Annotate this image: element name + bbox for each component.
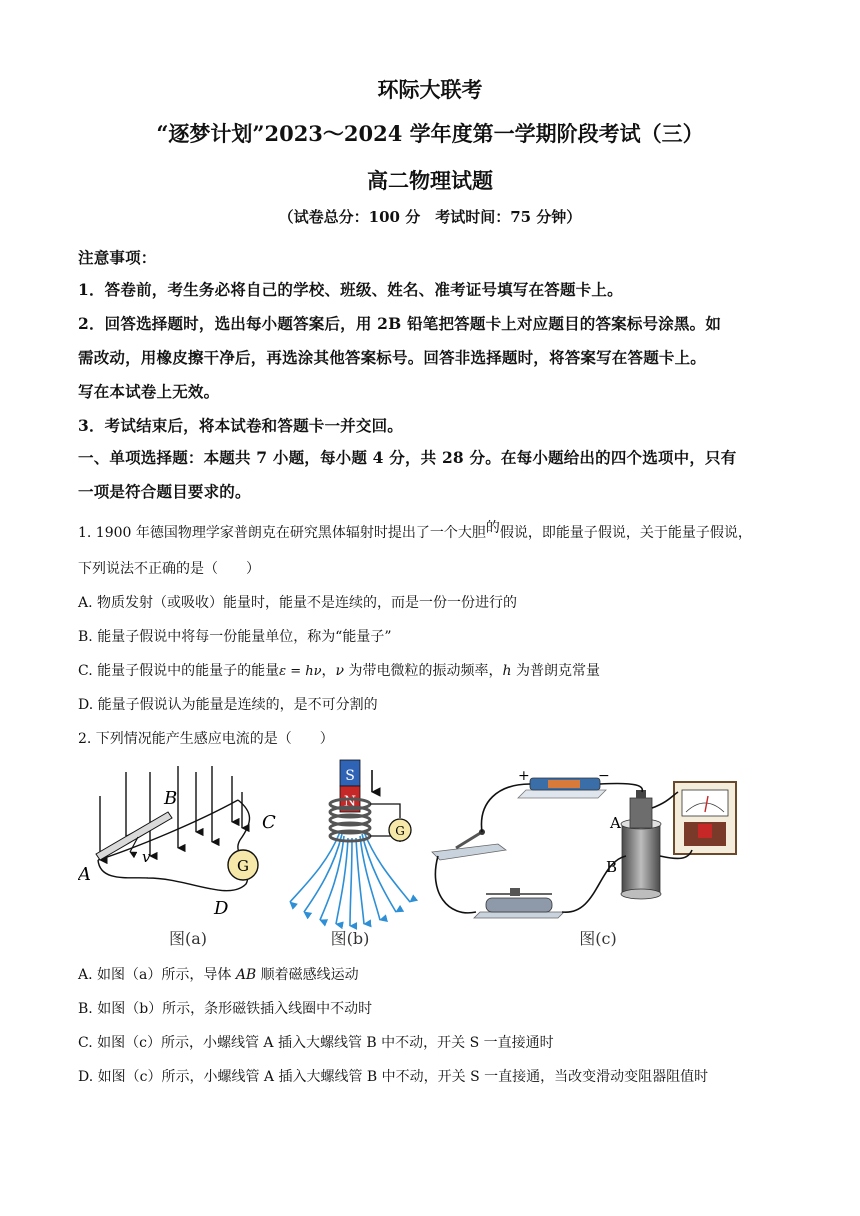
q2-stem: 2. 下列情况能产生感应电流的是（ ）	[78, 731, 334, 747]
figure-b-galvanometer-label: G	[395, 824, 405, 838]
magnet-n-label: N	[343, 794, 357, 810]
notice-item-2a: 2．回答选择题时，选出每小题答案后，用 2B 铅笔把答题卡上对应题目的答案标号涂黑。如	[78, 314, 722, 333]
figure-a-label-a: A	[78, 864, 91, 885]
q2-option-b: B. 如图（b）所示，条形磁铁插入线圈中不动时	[78, 1001, 373, 1017]
notice-item-3: 3．考试结束后，将本试卷和答题卡一并交回。	[78, 416, 403, 435]
notice-item-2c: 写在本试卷上无效。	[78, 382, 220, 401]
q2-option-d: D. 如图（c）所示，小螺线管 A 插入大螺线管 B 中不动，开关 S 一直接通，当改变滑动变阻器阻值时	[78, 1069, 709, 1085]
figure-c-caption: 图(c)	[579, 929, 617, 948]
q1-option-c-part1: C. 能量子假说中的能量子的能量	[78, 663, 280, 679]
figure-a-label-v: v	[142, 848, 151, 866]
q1-option-b: B. 能量子假说中将每一份能量单位，称为“能量子”	[78, 629, 392, 645]
q1-option-a: A. 物质发射（或吸收）能量时，能量不是连续的，而是一份一份进行的	[78, 595, 518, 611]
figure-b-caption: 图(b)	[330, 929, 370, 948]
q1-option-c-nu: ν	[335, 663, 345, 679]
figure-a-galvanometer-label: G	[237, 857, 249, 875]
q2-option-a-part1: A. 如图（a）所示，导体	[78, 967, 236, 983]
q1-stem-sup: 的	[485, 520, 500, 536]
q1-stem-part1: 1. 1900 年德国物理学家普朗克在研究黑体辐射时提出了一个大胆	[78, 525, 486, 541]
q1-option-c-part2: ，	[321, 663, 336, 679]
figure-a-label-c: C	[262, 812, 276, 833]
q1-option-c-h: h	[502, 663, 512, 679]
q2-option-a	[78, 964, 788, 984]
figure-a	[78, 766, 276, 948]
exam-union-title: 环际大联考	[377, 77, 483, 102]
q2-option-a-part2: 顺着磁感线运动	[256, 967, 359, 983]
q1-option-c-formula: ε = hν	[279, 664, 322, 679]
coil-a-label: A	[610, 814, 621, 832]
battery-plus-label: +	[518, 768, 530, 784]
exam-name-title: “逐梦计划”2023～2024 学年度第一学期阶段考试（三）	[156, 121, 704, 146]
q1-stem	[78, 522, 788, 542]
q1-option-c	[78, 660, 788, 680]
coil-b-label: B	[606, 858, 618, 876]
section-1-heading-cont: 一项是符合题目要求的。	[78, 482, 251, 501]
battery-minus-label: −	[598, 768, 610, 784]
q1-stem-part2: 假说，即能量子假说，关于能量子假说，	[499, 525, 752, 541]
figure-a-label-b: B	[164, 788, 178, 809]
notice-item-1: 1．答卷前，考生务必将自己的学校、班级、姓名、准考证号填写在答题卡上。	[78, 280, 623, 299]
subject-title: 高二物理试题	[367, 168, 493, 193]
notice-item-2b: 需改动，用橡皮擦干净后，再选涂其他答案标号。回答非选择题时，将答案写在答题卡上。	[78, 348, 707, 367]
figure-a-label-d: D	[214, 898, 229, 919]
q2-option-a-ab: AB	[235, 967, 257, 983]
magnet-s-label: S	[345, 768, 355, 784]
section-1-heading: 一、单项选择题：本题共 7 小题，每小题 4 分，共 28 分。在每小题给出的四个选项中，只有	[78, 448, 737, 467]
q2-figures	[78, 752, 798, 952]
q1-option-c-part4: 为普朗克常量	[511, 663, 600, 679]
figure-a-caption: 图(a)	[168, 929, 208, 948]
q2-option-c: C. 如图（c）所示，小螺线管 A 插入大螺线管 B 中不动，开关 S 一直接通时	[78, 1035, 554, 1051]
q1-option-c-part3: 为带电微粒的振动频率，	[344, 663, 503, 679]
figure-b	[290, 760, 411, 948]
figure-c	[432, 768, 736, 948]
q1-stem-line2: 下列说法不正确的是（ ）	[78, 561, 260, 577]
notice-title: 注意事项：	[78, 248, 157, 267]
score-time-info: （试卷总分：100 分 考试时间：75 分钟）	[278, 208, 582, 226]
q1-option-d: D. 能量子假说认为能量是连续的，是不可分割的	[78, 697, 378, 713]
